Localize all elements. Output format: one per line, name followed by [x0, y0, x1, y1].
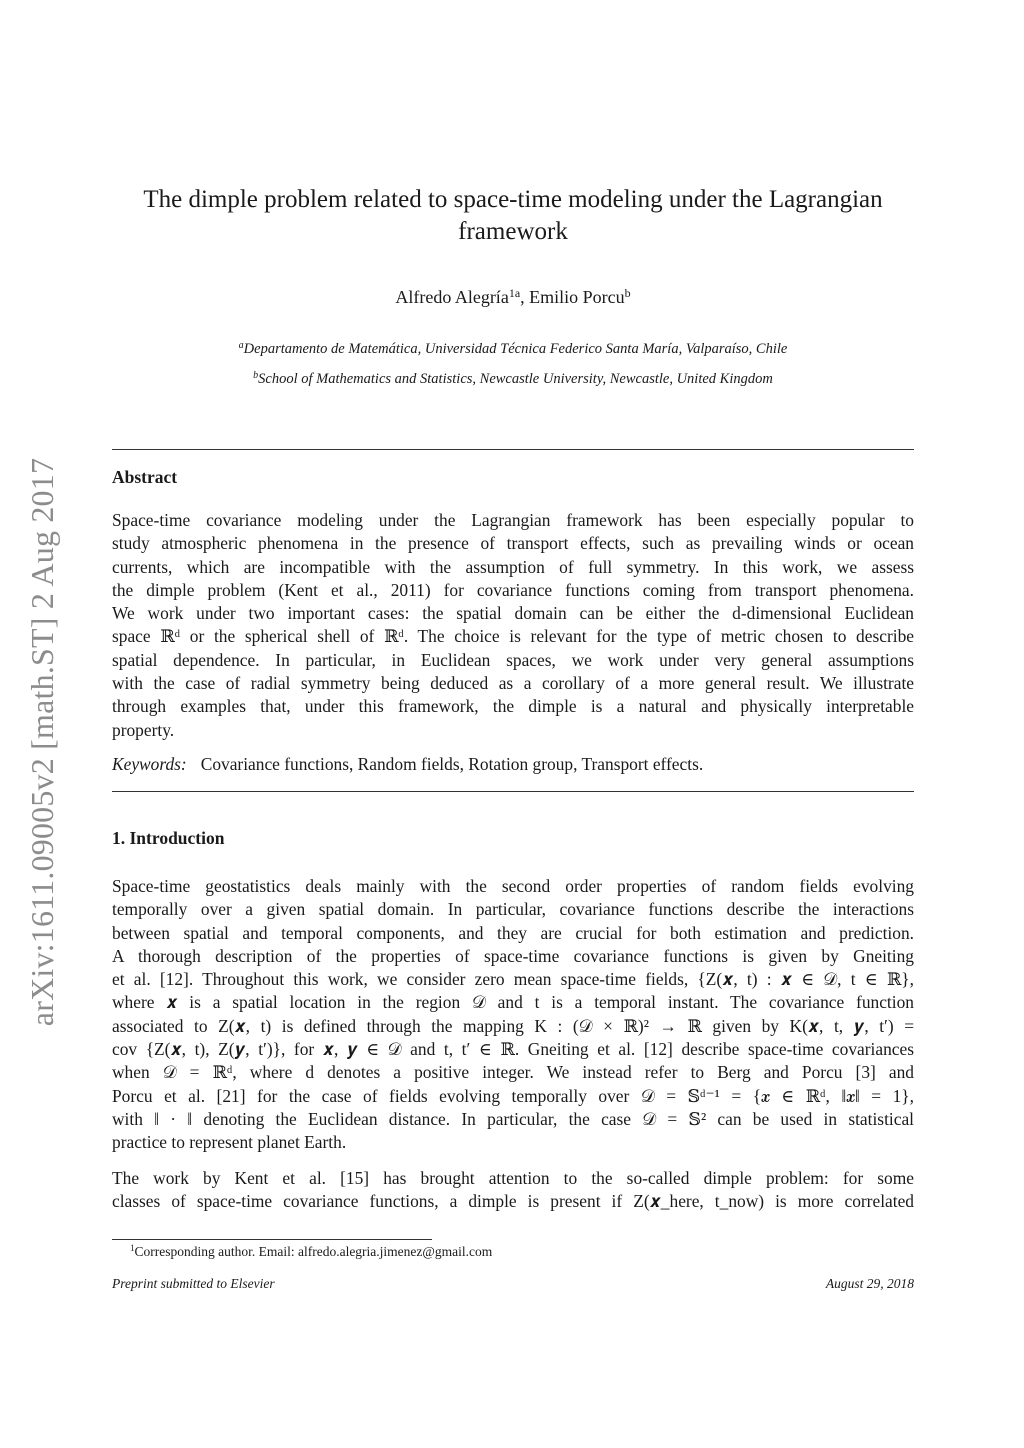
abstract-line: currents, which are incompatible with the assumption of full symmetry. In this work, we assess: [112, 556, 914, 577]
abstract-line: study atmospheric phenomena in the presence of transport effects, such as prevailing winds or ocean: [112, 533, 914, 554]
section-heading: 1. Introduction: [112, 828, 225, 848]
body-line: The work by Kent et al. [15] has brought attention to the so-called dimple problem: for some: [112, 1168, 914, 1188]
affiliation-text: Departamento de Matemática, Universidad Técnica Federico Santa María, Valparaíso, Chile: [243, 341, 788, 357]
body-line: temporally over a given spatial domain. In particular, covariance functions describe the interactions: [112, 899, 914, 920]
title-line-2: framework: [458, 218, 568, 245]
keywords-list: Covariance functions, Random fields, Rotation group, Transport effects.: [200, 754, 704, 774]
abstract-line: property.: [112, 719, 175, 740]
intro-paragraph-2: [112, 1167, 914, 1214]
abstract-line: with the case of radial symmetry being deduced as a corollary of a more general result. We illustrate: [112, 673, 914, 694]
abstract-top-rule: [112, 449, 914, 450]
author-affil-mark: 1a: [508, 286, 521, 300]
author-list: [112, 286, 914, 308]
preprint-date: August 29, 2018: [825, 1276, 914, 1291]
abstract-heading: Abstract: [112, 467, 178, 487]
affiliation-a: [112, 340, 914, 358]
intro-paragraph-1: [112, 875, 914, 1155]
abstract-line: space ℝᵈ or the spherical shell of ℝᵈ. The choice is relevant for the type of metric chosen to describe: [112, 626, 914, 647]
body-line: associated to Z(𝒙, t) is defined through the mapping K : (𝒟 × ℝ)² → ℝ given by K(𝒙, t, 𝒚, t′) =: [112, 1015, 914, 1036]
paper-title: [112, 184, 914, 248]
body-line: A thorough description of the properties of space-time covariance functions is given by Gneiting: [112, 945, 914, 966]
abstract-line: through examples that, under this framework, the dimple is a natural and physically interpretable: [112, 696, 914, 717]
affiliation-mark: a: [238, 340, 244, 351]
abstract-line: the dimple problem (Kent et al., 2011) for covariance functions coming from transport phenomena.: [112, 579, 914, 600]
footnote-rule: [112, 1239, 432, 1240]
body-line: Space-time geostatistics deals mainly with the second order properties of random fields evolving: [112, 876, 914, 896]
body-line: Porcu et al. [21] for the case of fields evolving temporally over 𝒟 = 𝕊ᵈ⁻¹ = {𝒙 ∈ ℝᵈ, ‖𝒙‖ = 1},: [112, 1085, 914, 1106]
preprint-note: Preprint submitted to Elsevier: [112, 1276, 275, 1291]
affiliation-mark: b: [253, 370, 259, 381]
title-line-1: The dimple problem related to space-time modeling under the Lagrangian: [143, 186, 883, 213]
keywords: [112, 754, 703, 775]
body-line: with ‖ · ‖ denoting the Euclidean distance. In particular, the case 𝒟 = 𝕊² can be used in statistical: [112, 1108, 914, 1129]
arxiv-identifier: arXiv:1611.09005v2 [math.ST] 2 Aug 2017: [24, 457, 60, 1027]
author-affil-mark: b: [624, 286, 631, 300]
abstract-line: Space-time covariance modeling under the Lagrangian framework has been especially popular to: [112, 510, 914, 530]
body-line: cov {Z(𝒙, t), Z(𝒚, t′)}, for 𝒙, 𝒚 ∈ 𝒟 and t, t′ ∈ ℝ. Gneiting et al. [12] describe space-time covariances: [112, 1039, 914, 1060]
abstract-line: We work under two important cases: the spatial domain can be either the d-dimensional Euclidean: [112, 603, 914, 624]
author-name: Alfredo Alegría: [395, 287, 509, 307]
affiliation-text: School of Mathematics and Statistics, Newcastle University, Newcastle, United Kingdom: [258, 371, 773, 387]
footnote-text: Corresponding author. Email: alfredo.alegria.jimenez@gmail.com: [134, 1244, 493, 1259]
author-separator: ,: [520, 287, 530, 307]
footnote-mark: 1: [130, 1243, 135, 1253]
abstract-line: spatial dependence. In particular, in Euclidean spaces, we work under very general assumptions: [112, 649, 914, 670]
abstract-body: [112, 509, 914, 742]
affiliation-b: [112, 370, 914, 388]
body-line: classes of space-time covariance functions, a dimple is present if Z(𝒙_here, t_now) is more correlated: [112, 1191, 914, 1212]
footnote: [130, 1243, 492, 1260]
keywords-label: Keywords:: [112, 754, 187, 774]
body-line: where 𝒙 is a spatial location in the region 𝒟 and t is a temporal instant. The covariance function: [112, 992, 914, 1013]
body-line: between spatial and temporal components, and they are crucial for both estimation and prediction.: [112, 922, 914, 943]
abstract-bottom-rule: [112, 791, 914, 792]
body-line: et al. [12]. Throughout this work, we consider zero mean space-time fields, {Z(𝒙, t) : 𝒙 ∈ 𝒟, t ∈ ℝ},: [112, 969, 914, 990]
body-line: practice to represent planet Earth.: [112, 1132, 347, 1153]
author-name: Emilio Porcu: [529, 287, 625, 307]
body-line: when 𝒟 = ℝᵈ, where d denotes a positive integer. We instead refer to Berg and Porcu [3] and: [112, 1062, 914, 1083]
